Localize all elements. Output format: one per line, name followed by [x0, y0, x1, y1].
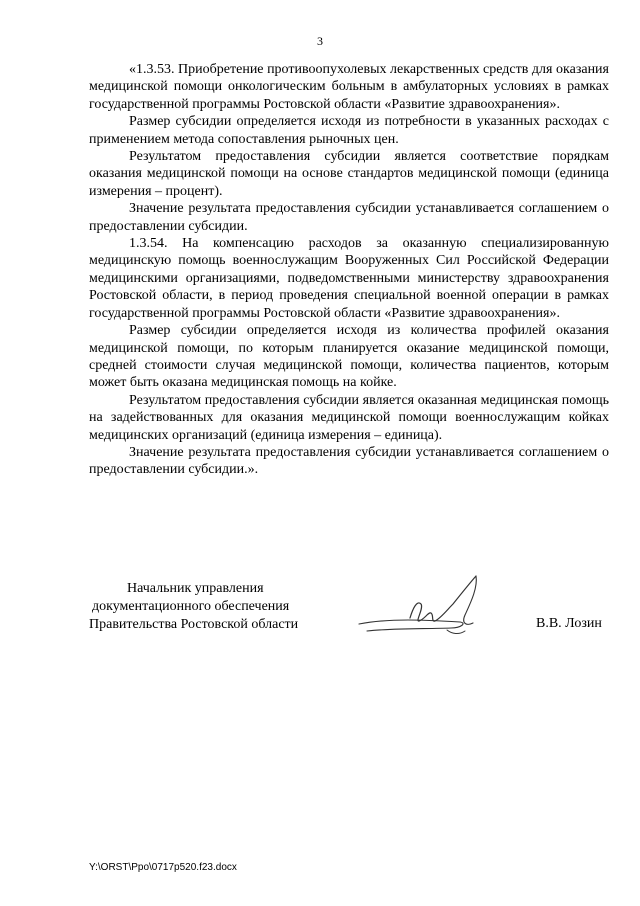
signatory-title-line: документационного обеспечения [92, 599, 290, 614]
signatory-title-line: Правительства Ростовской области [89, 617, 299, 632]
handwritten-signature [355, 568, 500, 648]
page-number: 3 [317, 34, 323, 48]
paragraph: Значение результата предоставления субсидии устанавливается соглашением о предоставлении субсидии.». [89, 444, 609, 478]
signer-name: В.В. Лозин [536, 616, 602, 631]
paragraph: Размер субсидии определяется исходя из количества профилей оказания медицинской помощи, по которым планируется оказание медицинской помощи, средней стоимости случая медицинской помощи, количества пациентов, которым может быть оказана медицинская помощь на койке. [89, 323, 609, 391]
paragraph: «1.3.53. Приобретение противоопухолевых лекарственных средств для оказания медицинской помощи онкологическим больным в амбулаторных условиях в рамках государственной программы Ростовской области «Развитие здравоохранения». [89, 62, 609, 112]
paragraph: Значение результата предоставления субсидии устанавливается соглашением о предоставлении субсидии. [89, 201, 609, 234]
file-path: Y:\ORST\Ppo\0717p520.f23.docx [89, 862, 237, 873]
paragraph: Результатом предоставления субсидии является соответствие порядкам оказания медицинской помощи на основе стандартов медицинской помощи (единица измерения – процент). [89, 149, 609, 199]
paragraph: Размер субсидии определяется исходя из потребности в указанных расходах с применением метода сопоставления рыночных цен. [89, 114, 609, 147]
signatory-title-line: Начальник управления [127, 581, 264, 596]
document-body [89, 61, 609, 479]
paragraph: Результатом предоставления субсидии является оказанная медицинская помощь на задействованных для оказания медицинской помощи военнослужащим койках медицинских организаций (единица измерения – единица). [89, 392, 609, 443]
signatory-title [89, 580, 298, 634]
paragraph: 1.3.54. На компенсацию расходов за оказанную специализированную медицинскую помощь военнослужащим Вооруженных Сил Российской Федерации медицинскими организациями, подведомственными министерству здравоохранения Ростовской области, в период проведения специальной военной операции в рамках государственной программы Ростовской области «Развитие здравоохранения». [89, 236, 609, 321]
